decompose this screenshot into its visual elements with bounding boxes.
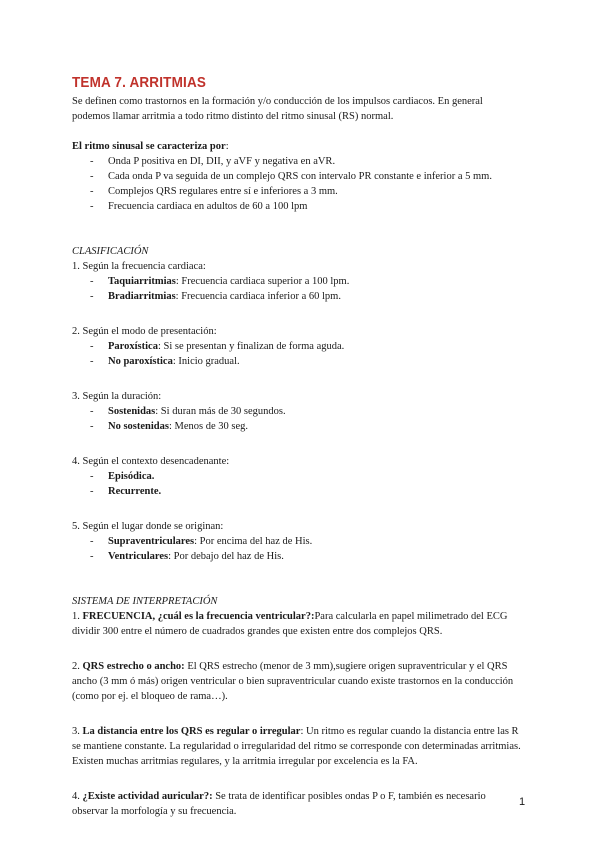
item-term: Bradiarritmias [108, 291, 176, 302]
group-list [72, 339, 522, 369]
sinus-list [72, 154, 522, 214]
group-list [72, 534, 522, 564]
item-term: No sostenidas [108, 421, 169, 432]
item-term: No paroxística [108, 356, 173, 367]
item-term: Ventriculares [108, 551, 169, 562]
list-item: - Frecuencia cardiaca en adultos de 60 a 100 lpm [90, 199, 522, 214]
item-term: FRECUENCIA, ¿cuál es la frecuencia ventricular?: [82, 611, 315, 622]
list-item [90, 404, 522, 419]
item-desc: : Frecuencia cardiaca inferior a 60 lpm. [175, 291, 341, 302]
list-item [90, 534, 522, 549]
item-term: Taquiarritmias [108, 276, 176, 287]
list-item: - Complejos QRS regulares entre sí e inferiores a 3 mm. [90, 184, 522, 199]
sistema-item: 4. ¿Existe actividad auricular?: Se trata de identificar posibles ondas P o F, también es necesario observar la morfología y su frecuencia. [72, 791, 486, 817]
group-title: 1. Según la frecuencia cardiaca: [72, 261, 206, 272]
item-desc: : Por debajo del haz de His. [168, 551, 284, 562]
group-title: 5. Según el lugar donde se originan: [72, 521, 224, 532]
group-list [72, 469, 522, 499]
page-number: 1 [519, 796, 526, 808]
list-item [90, 484, 522, 499]
item-desc: : Si se presentan y finalizan de forma aguda. [157, 341, 345, 352]
item-desc: : Inicio gradual. [172, 356, 240, 367]
group-list [72, 404, 522, 434]
sistema-heading: SISTEMA DE INTERPRETACIÓN [72, 596, 218, 607]
item-term: Sostenidas [108, 406, 156, 417]
group-title: 4. Según el contexto desencadenante: [72, 456, 230, 467]
item-desc: : Frecuencia cardiaca superior a 100 lpm. [175, 276, 350, 287]
item-term: ¿Existe actividad auricular?: [82, 791, 213, 802]
sistema-item: 1. FRECUENCIA, ¿cuál es la frecuencia ventricular?:Para calcularla en papel milimetrado del ECG dividir 300 entre el número de cuadrados grandes que existen entre dos complejos QRS. [72, 611, 508, 637]
page-content [72, 74, 522, 819]
item-desc: El QRS estrecho (menor de 3 mm),sugiere origen supraventricular y el QRS ancho (3 mm ó más) origen ventricular o bien supraventricular cuando existe trastornos en la conducción (como por ej. el bloqueo de rama…). [72, 661, 514, 702]
sinus-heading-text: El ritmo sinusal se caracteriza por [72, 141, 226, 152]
item-term: La distancia entre los QRS es regular o irregular [82, 726, 301, 737]
item-desc: : Por encima del haz de His. [194, 536, 313, 547]
item-desc: : Si duran más de 30 segundos. [155, 406, 286, 417]
list-item [90, 419, 522, 434]
list-item: - Cada onda P va seguida de un complejo QRS con intervalo PR constante e inferior a 5 mm. [90, 169, 522, 184]
item-desc: : Menos de 30 seg. [168, 421, 249, 432]
list-item [90, 469, 522, 484]
item-desc: : Un ritmo es regular cuando la distancia entre las R se mantiene constante. La regularidad o irregularidad del ritmo se corresponde con determinadas arritmias. Existen muchas arritmias regulares, y la arritmia irregular por excelencia es la FA. [72, 726, 521, 767]
list-item [90, 354, 522, 369]
intro-paragraph: Se definen como trastornos en la formación y/o conducción de los impulsos cardiacos. En general podemos llamar arritmia a todo ritmo distinto del ritmo sinusal (RS) normal. [72, 96, 483, 122]
page-title: TEMA 7. ARRITMIAS [72, 74, 207, 91]
list-item [90, 549, 522, 564]
sinus-heading: El ritmo sinusal se caracteriza por: [72, 141, 229, 152]
group-title: 2. Según el modo de presentación: [72, 326, 217, 337]
group-list [72, 274, 522, 304]
item-term: Episódica. [108, 471, 155, 482]
item-term: Supraventriculares [108, 536, 195, 547]
sistema-item: 2. QRS estrecho o ancho: El QRS estrecho (menor de 3 mm),sugiere origen supraventricular y el QRS ancho (3 mm ó más) origen ventricular o bien supraventricular cuando existe trastornos en la conducción (como por ej. el bloqueo de rama…). [72, 661, 514, 702]
item-term: QRS estrecho o ancho: [82, 661, 185, 672]
item-desc: Se trata de identificar posibles ondas P o F, también es necesario observar la morfología y su frecuencia. [72, 791, 486, 817]
list-item [90, 339, 522, 354]
list-item [90, 274, 522, 289]
clasificacion-heading: CLASIFICACIÓN [72, 246, 149, 257]
list-item [90, 289, 522, 304]
item-term: Recurrente. [108, 486, 162, 497]
group-title: 3. Según la duración: [72, 391, 162, 402]
item-desc: Para calcularla en papel milimetrado del ECG dividir 300 entre el número de cuadrados grandes que existen entre dos complejos QRS. [72, 611, 508, 637]
item-term: Paroxística [108, 341, 158, 352]
list-item: - Onda P positiva en DI, DII, y aVF y negativa en aVR. [90, 154, 522, 169]
sistema-item: 3. La distancia entre los QRS es regular o irregular: Un ritmo es regular cuando la distancia entre las R se mantiene constante. La regularidad o irregularidad del ritmo se corresponde con determinadas arritmias. Existen muchas arritmias regulares, y la arritmia irregular por excelencia es la FA. [72, 726, 521, 767]
